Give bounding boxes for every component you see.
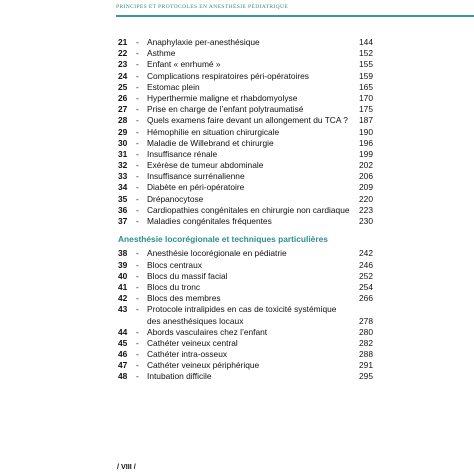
chapter-number: 21	[118, 37, 128, 47]
separator: -	[136, 204, 139, 215]
toc-entry[interactable]	[118, 304, 373, 326]
toc-entry[interactable]	[118, 360, 373, 371]
toc-entry[interactable]	[118, 93, 373, 104]
separator: -	[136, 171, 139, 182]
toc-entry[interactable]	[118, 349, 373, 360]
toc-entry[interactable]	[118, 293, 373, 304]
chapter-title: Anaphylaxie per-anesthésique	[147, 37, 260, 47]
separator: -	[136, 115, 139, 126]
chapter-title: Cathéter intra-osseux	[147, 349, 228, 360]
chapter-number: 26	[118, 92, 128, 103]
page-number: 252	[359, 270, 373, 281]
separator: -	[136, 248, 139, 259]
separator: -	[136, 104, 139, 115]
page-number: 202	[359, 160, 373, 171]
toc-entry[interactable]	[118, 282, 373, 293]
chapter-number: 28	[118, 115, 128, 126]
toc-entry[interactable]	[118, 115, 373, 126]
chapter-title: Anesthésie locorégionale en pédiatrie	[147, 248, 287, 259]
chapter-number: 45	[118, 337, 128, 348]
chapter-title: Insuffisance surrénalienne	[147, 171, 245, 182]
chapter-title: Abords vasculaires chez l’enfant	[147, 326, 268, 337]
chapter-number: 31	[118, 148, 128, 159]
separator: -	[136, 371, 139, 382]
chapter-number: 37	[118, 216, 128, 226]
page-number: 266	[359, 293, 373, 304]
toc-entry[interactable]	[118, 338, 373, 349]
toc-entry[interactable]	[118, 271, 373, 282]
chapter-title: Diabète en péri-opératoire	[147, 182, 245, 193]
chapter-title: Asthme	[147, 48, 176, 59]
page-number: 159	[359, 70, 373, 81]
chapter-number: 27	[118, 104, 128, 115]
chapter-title: Cathéter veineux périphérique	[147, 360, 260, 371]
separator: -	[136, 193, 139, 204]
page-number: 291	[359, 360, 373, 371]
toc-entry[interactable]	[118, 205, 373, 216]
separator: -	[136, 48, 139, 59]
page-number: 242	[359, 248, 373, 259]
chapter-title: Maladie de Willebrand et chirurgie	[147, 137, 274, 148]
separator: -	[136, 270, 139, 281]
toc-entry[interactable]	[118, 127, 373, 138]
page-number: 209	[359, 182, 373, 193]
separator: -	[136, 326, 139, 337]
toc-entry[interactable]	[118, 59, 373, 70]
page-number: 206	[359, 171, 373, 182]
chapter-title: Quels examens faire devant un allongement du TCA ?	[147, 115, 348, 126]
separator: -	[136, 137, 139, 148]
page-number: 175	[359, 104, 373, 115]
table-of-contents	[118, 37, 373, 383]
chapter-number: 44	[118, 326, 128, 337]
page-number: 254	[359, 281, 373, 292]
chapter-title: Protocole intralipides en cas de toxicité systémique des anesthésiques locaux	[147, 304, 337, 326]
chapter-title: Blocs du massif facial	[147, 270, 228, 281]
chapter-title: Enfant « enrhumé »	[147, 59, 221, 70]
toc-entry[interactable]	[118, 171, 373, 182]
page-number: 246	[359, 259, 373, 270]
chapter-number: 29	[118, 126, 128, 137]
chapter-title: Drépanocytose	[147, 193, 204, 204]
chapter-title: Blocs des membres	[147, 293, 221, 304]
chapter-number: 32	[118, 160, 128, 171]
separator: -	[136, 59, 139, 70]
separator: -	[136, 281, 139, 292]
chapter-number: 38	[118, 248, 128, 259]
separator: -	[136, 259, 139, 270]
chapter-number: 25	[118, 81, 128, 92]
chapter-number: 34	[118, 182, 128, 193]
page-number: 190	[359, 126, 373, 137]
chapter-title: Prise en charge de l’enfant polytraumatisé	[147, 104, 304, 115]
chapter-number: 24	[118, 70, 128, 81]
page-number: 282	[359, 337, 373, 348]
page-number: 165	[359, 81, 373, 92]
chapter-title: Maladies congénitales fréquentes	[147, 216, 272, 226]
page-number: 288	[359, 349, 373, 360]
toc-entry[interactable]	[118, 37, 373, 48]
page-number: 155	[359, 59, 373, 70]
page-number: 230	[359, 216, 373, 226]
page-number: 199	[359, 148, 373, 159]
separator: -	[136, 337, 139, 348]
chapter-number: 23	[118, 59, 128, 70]
toc-entry[interactable]	[118, 48, 373, 59]
chapter-title: Blocs centraux	[147, 259, 202, 270]
chapter-title: Complications respiratoires péri-opératoires	[147, 70, 309, 81]
chapter-title: Estomac plein	[147, 81, 200, 92]
separator: -	[136, 182, 139, 193]
chapter-number: 30	[118, 137, 128, 148]
chapter-number: 46	[118, 349, 128, 360]
chapter-title: Cardiopathies congénitales en chirurgie non cardiaque	[147, 204, 350, 215]
toc-entry[interactable]	[118, 82, 373, 93]
toc-entry[interactable]	[118, 194, 373, 205]
toc-entry[interactable]	[118, 138, 373, 149]
chapter-title: Cathéter veineux central	[147, 337, 238, 348]
page-number: 152	[359, 48, 373, 59]
separator: -	[136, 81, 139, 92]
separator: -	[136, 304, 139, 315]
toc-entry[interactable]	[118, 371, 373, 382]
separator: -	[136, 126, 139, 137]
page-number: 295	[359, 371, 373, 382]
page-number: 187	[359, 115, 373, 126]
chapter-number: 40	[118, 270, 128, 281]
chapter-number: 48	[118, 371, 128, 382]
chapter-number: 39	[118, 259, 128, 270]
chapter-number: 42	[118, 293, 128, 304]
header-rule	[116, 15, 474, 17]
toc-entry[interactable]	[118, 327, 373, 338]
toc-part-2a	[118, 248, 373, 304]
chapter-title: Exérèse de tumeur abdominale	[147, 160, 264, 171]
separator: -	[136, 148, 139, 159]
page-number: 196	[359, 137, 373, 148]
toc-entry[interactable]	[118, 71, 373, 82]
page-folio: / VIII /	[117, 462, 136, 471]
chapter-number: 41	[118, 281, 128, 292]
chapter-number: 35	[118, 193, 128, 204]
separator: -	[136, 293, 139, 304]
toc-entry[interactable]	[118, 104, 373, 115]
page-number: 144	[359, 37, 373, 47]
toc-entry[interactable]	[118, 182, 373, 193]
toc-entry[interactable]	[118, 248, 373, 259]
toc-entry[interactable]	[118, 260, 373, 271]
page-number: 220	[359, 193, 373, 204]
toc-part-2b	[118, 327, 373, 383]
chapter-number: 43	[118, 304, 128, 315]
toc-entry[interactable]	[118, 160, 373, 171]
page-number: 278	[359, 315, 373, 326]
chapter-number: 22	[118, 48, 128, 59]
separator: -	[136, 160, 139, 171]
running-header: PRINCIPES ET PROTOCOLES EN ANESTHÉSIE PÉDIATRIQUE	[116, 4, 289, 10]
chapter-title: Blocs du tronc	[147, 281, 201, 292]
separator: -	[136, 70, 139, 81]
chapter-number: 47	[118, 360, 128, 371]
page-number: 170	[359, 92, 373, 103]
page-number: 223	[359, 204, 373, 215]
toc-entry[interactable]	[118, 149, 373, 160]
page-number: 280	[359, 326, 373, 337]
chapter-title: Insuffisance rénale	[147, 148, 218, 159]
separator: -	[136, 360, 139, 371]
chapter-number: 33	[118, 171, 128, 182]
chapter-number: 36	[118, 204, 128, 215]
separator: -	[136, 92, 139, 103]
separator: -	[136, 37, 139, 47]
chapter-title: Intubation difficile	[147, 371, 212, 382]
toc-entry[interactable]	[118, 216, 373, 227]
separator: -	[136, 349, 139, 360]
section-heading: Anesthésie locorégionale et techniques particulières	[118, 234, 328, 245]
toc-part-1	[118, 37, 373, 227]
chapter-title: Hyperthermie maligne et rhabdomyolyse	[147, 92, 298, 103]
separator: -	[136, 216, 139, 226]
chapter-title: Hémophilie en situation chirurgicale	[147, 126, 280, 137]
